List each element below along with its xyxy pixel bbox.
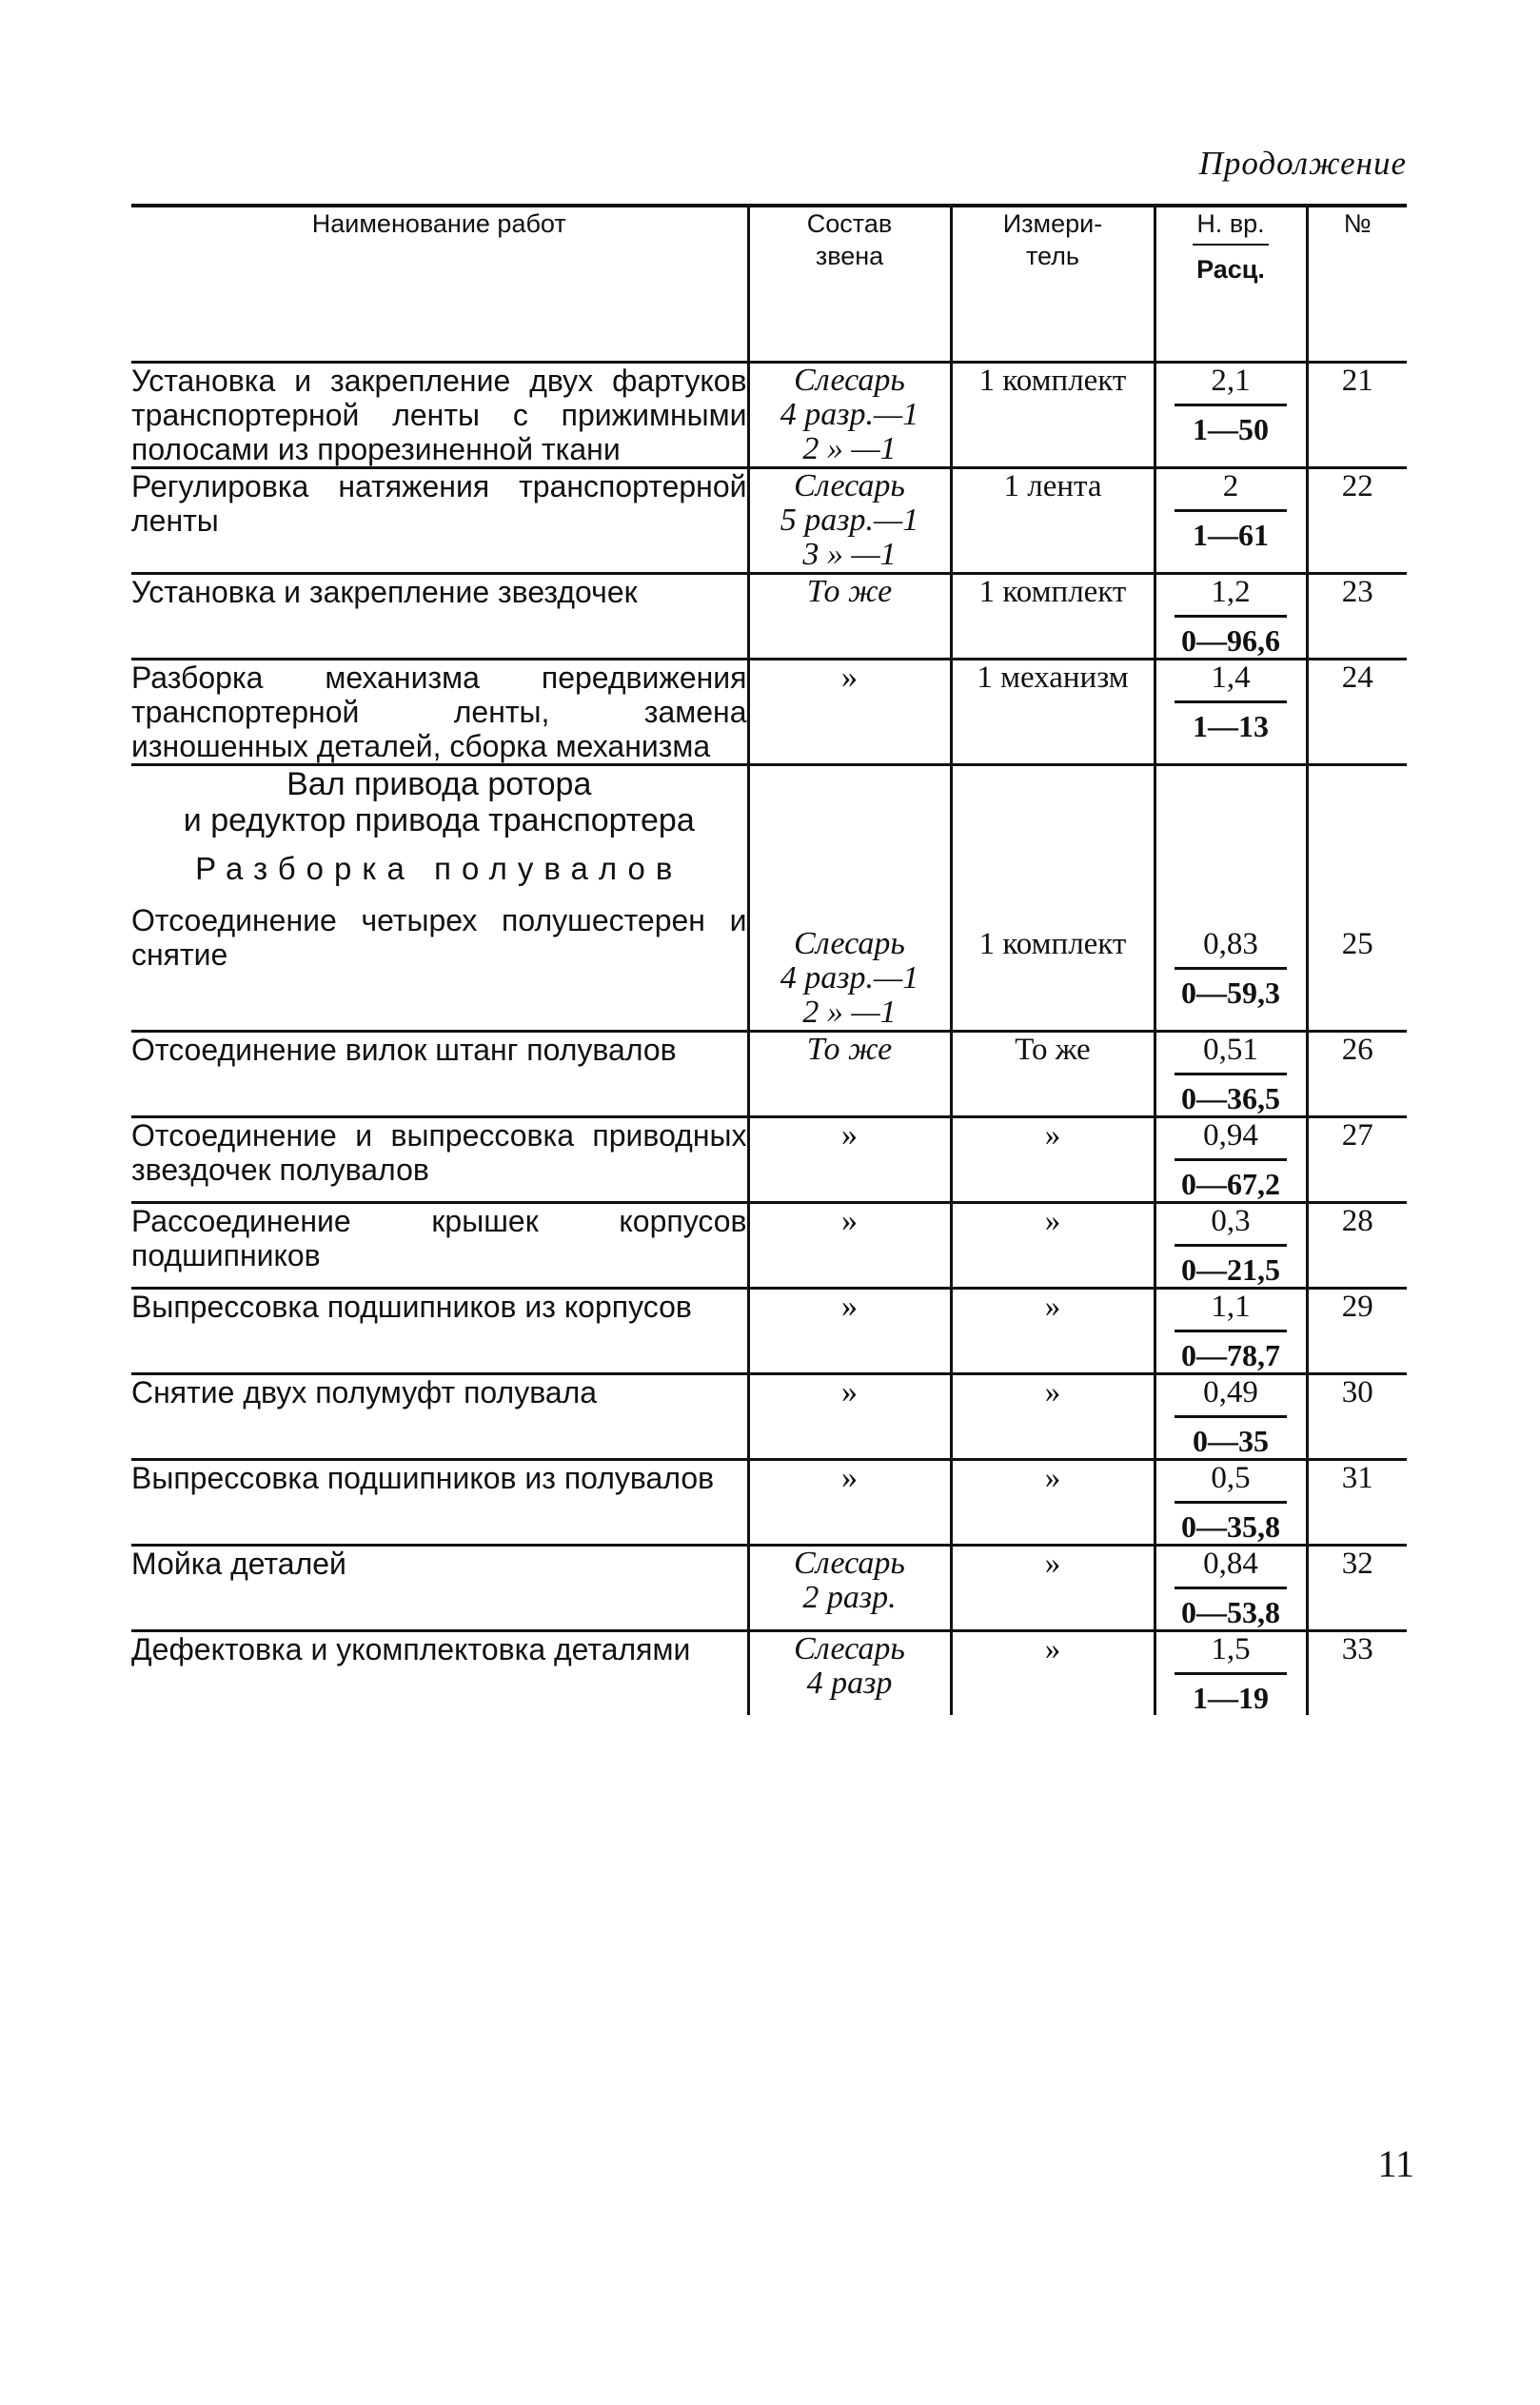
page-number: 11 — [1377, 2142, 1414, 2185]
norm-cell — [1155, 1031, 1307, 1116]
norm-rate: 1—19 — [1193, 1680, 1269, 1715]
crew-line: Слесарь — [794, 1545, 905, 1581]
norm-time: 0,3 — [1175, 1204, 1287, 1247]
header-crew: Состав звена — [748, 206, 951, 362]
unit-cell: » — [951, 1288, 1155, 1373]
row-number: 25 — [1307, 764, 1407, 1031]
norm-time: 2 — [1175, 469, 1287, 512]
work-name: Отсоединение и выпрессовка приводных звездочек полувалов — [131, 1116, 748, 1202]
table-row — [131, 1545, 1407, 1630]
table-row — [131, 764, 1407, 1031]
row-number: 29 — [1307, 1288, 1407, 1373]
unit-cell: 1 лента — [951, 467, 1155, 573]
header-number: № — [1307, 206, 1407, 362]
norm-rate: 0—96,6 — [1181, 622, 1280, 658]
norm-cell — [1155, 1630, 1307, 1715]
group-title-line: и редуктор привода транспортера — [183, 801, 695, 838]
crew-line: 2 » —1 — [802, 994, 897, 1030]
table-row — [131, 1459, 1407, 1545]
norm-rate: 0—35,8 — [1181, 1508, 1280, 1544]
norm-time: 0,51 — [1175, 1033, 1287, 1075]
crew-line: То же — [806, 1031, 893, 1067]
work-name: Регулировка натяжения транспортерной ленты — [131, 467, 748, 573]
header-name: Наименование работ — [131, 206, 748, 362]
group-subtitle: Разборка полувалов — [195, 850, 683, 886]
row-number: 24 — [1307, 659, 1407, 764]
norm-rate: 0—21,5 — [1181, 1252, 1280, 1287]
norm-cell — [1155, 467, 1307, 573]
work-name: Рассоединение крышек корпусов подшипников — [131, 1202, 748, 1288]
unit-cell: » — [951, 1373, 1155, 1459]
work-norms-table — [131, 204, 1407, 1715]
row-number: 31 — [1307, 1459, 1407, 1545]
table-row — [131, 362, 1407, 467]
row-number: 28 — [1307, 1202, 1407, 1288]
crew-cell — [748, 1031, 951, 1116]
crew-cell — [748, 362, 951, 467]
norm-rate: 0—35 — [1193, 1423, 1269, 1458]
norm-time: 2,1 — [1175, 364, 1287, 406]
norm-cell — [1155, 1459, 1307, 1545]
table-row — [131, 1630, 1407, 1715]
crew-line: » — [841, 1116, 858, 1153]
norm-time: 0,49 — [1175, 1375, 1287, 1418]
table-row — [131, 1031, 1407, 1116]
norm-time: 0,83 — [1175, 927, 1287, 970]
header-norm-rate: Расц. — [1196, 255, 1265, 284]
norm-rate: 0—67,2 — [1181, 1166, 1280, 1201]
header-norm-time: Н. вр. — [1193, 207, 1268, 246]
crew-cell — [748, 1202, 951, 1288]
crew-line: Слесарь — [794, 362, 905, 398]
crew-line: » — [841, 659, 858, 695]
crew-line: » — [841, 1288, 858, 1324]
norm-time: 1,1 — [1175, 1290, 1287, 1332]
work-name: Дефектовка и укомплектовка деталями — [131, 1630, 748, 1715]
work-name: Отсоединение четырех полушестерен и снятие — [131, 902, 747, 972]
crew-cell — [748, 1288, 951, 1373]
row-number: 32 — [1307, 1545, 1407, 1630]
work-name: Выпрессовка подшипников из корпусов — [131, 1288, 748, 1373]
unit-cell: » — [951, 1459, 1155, 1545]
crew-line: 3 » —1 — [802, 536, 897, 572]
table-row — [131, 1373, 1407, 1459]
norm-cell — [1155, 1545, 1307, 1630]
norm-time: 0,94 — [1175, 1118, 1287, 1161]
header-unit: Измери-тель — [951, 206, 1155, 362]
norm-cell — [1155, 1288, 1307, 1373]
crew-line: 4 разр — [806, 1665, 893, 1701]
crew-cell — [748, 1459, 951, 1545]
crew-line: 4 разр.—1 — [780, 396, 919, 432]
header-norm — [1155, 206, 1307, 362]
row-number: 23 — [1307, 573, 1407, 659]
norm-cell — [1155, 362, 1307, 467]
crew-line: 5 разр.—1 — [780, 502, 919, 538]
crew-line: » — [841, 1202, 858, 1238]
unit-cell: 1 механизм — [951, 659, 1155, 764]
unit-cell: То же — [951, 1031, 1155, 1116]
work-name: Установка и закрепление звездочек — [131, 573, 748, 659]
row-number: 27 — [1307, 1116, 1407, 1202]
crew-line: Слесарь — [794, 1630, 905, 1666]
norm-time: 1,2 — [1175, 575, 1287, 618]
norm-cell — [1155, 1202, 1307, 1288]
crew-line: » — [841, 1459, 858, 1495]
norm-cell — [1155, 1373, 1307, 1459]
row-number: 21 — [1307, 362, 1407, 467]
norm-time: 0,5 — [1175, 1461, 1287, 1504]
norm-time: 1,4 — [1175, 660, 1287, 703]
crew-line: 2 разр. — [802, 1579, 897, 1615]
crew-cell — [748, 1545, 951, 1630]
continuation-label: Продолжение — [1198, 145, 1407, 182]
unit-cell: » — [951, 1545, 1155, 1630]
norm-rate: 1—13 — [1193, 708, 1269, 743]
crew-line: 4 разр.—1 — [780, 959, 919, 996]
unit-cell: » — [951, 1202, 1155, 1288]
norm-time: 1,5 — [1175, 1632, 1287, 1675]
crew-line: » — [841, 1373, 858, 1409]
norm-rate: 1—50 — [1193, 411, 1269, 446]
work-name: Выпрессовка подшипников из полувалов — [131, 1459, 748, 1545]
crew-line: Слесарь — [794, 467, 905, 503]
row-number: 26 — [1307, 1031, 1407, 1116]
unit-cell: 1 комплект — [951, 764, 1155, 1031]
norm-rate: 1—61 — [1193, 517, 1269, 552]
unit-cell: 1 комплект — [951, 362, 1155, 467]
crew-cell — [748, 659, 951, 764]
unit-cell: » — [951, 1630, 1155, 1715]
norm-rate: 0—53,8 — [1181, 1594, 1280, 1629]
norm-cell — [1155, 659, 1307, 764]
norm-rate: 0—36,5 — [1181, 1080, 1280, 1115]
row-number: 22 — [1307, 467, 1407, 573]
crew-cell — [748, 1373, 951, 1459]
norm-cell — [1155, 764, 1307, 1031]
row-number: 33 — [1307, 1630, 1407, 1715]
norm-cell — [1155, 1116, 1307, 1202]
row-number: 30 — [1307, 1373, 1407, 1459]
table-header-row — [131, 206, 1407, 362]
work-name-cell — [131, 764, 748, 1031]
norm-cell — [1155, 573, 1307, 659]
crew-line: 2 » —1 — [802, 430, 897, 466]
crew-cell — [748, 764, 951, 1031]
crew-cell — [748, 573, 951, 659]
group-title-line: Вал привода ротора — [286, 765, 592, 802]
table-row — [131, 467, 1407, 573]
table-row — [131, 1288, 1407, 1373]
table-row — [131, 573, 1407, 659]
work-name: Установка и закрепление двух фартуков транспортерной ленты с прижимными полосами из прорезиненной ткани — [131, 363, 747, 466]
norm-time: 0,84 — [1175, 1547, 1287, 1589]
norm-rate: 0—78,7 — [1181, 1337, 1280, 1372]
table-row — [131, 659, 1407, 764]
crew-cell — [748, 1116, 951, 1202]
crew-line: То же — [806, 573, 893, 609]
unit-cell: » — [951, 1116, 1155, 1202]
work-name: Мойка деталей — [131, 1545, 748, 1630]
crew-cell — [748, 467, 951, 573]
unit-cell: 1 комплект — [951, 573, 1155, 659]
work-name: Разборка механизма передвижения транспортерной ленты, замена изношенных деталей, сборка механизма — [131, 660, 747, 763]
crew-cell — [748, 1630, 951, 1715]
work-name: Отсоединение вилок штанг полувалов — [131, 1031, 748, 1116]
work-name: Снятие двух полумуфт полувала — [131, 1373, 748, 1459]
crew-line: Слесарь — [794, 925, 905, 961]
table-row — [131, 1116, 1407, 1202]
norm-rate: 0—59,3 — [1181, 975, 1280, 1010]
table-row — [131, 1202, 1407, 1288]
